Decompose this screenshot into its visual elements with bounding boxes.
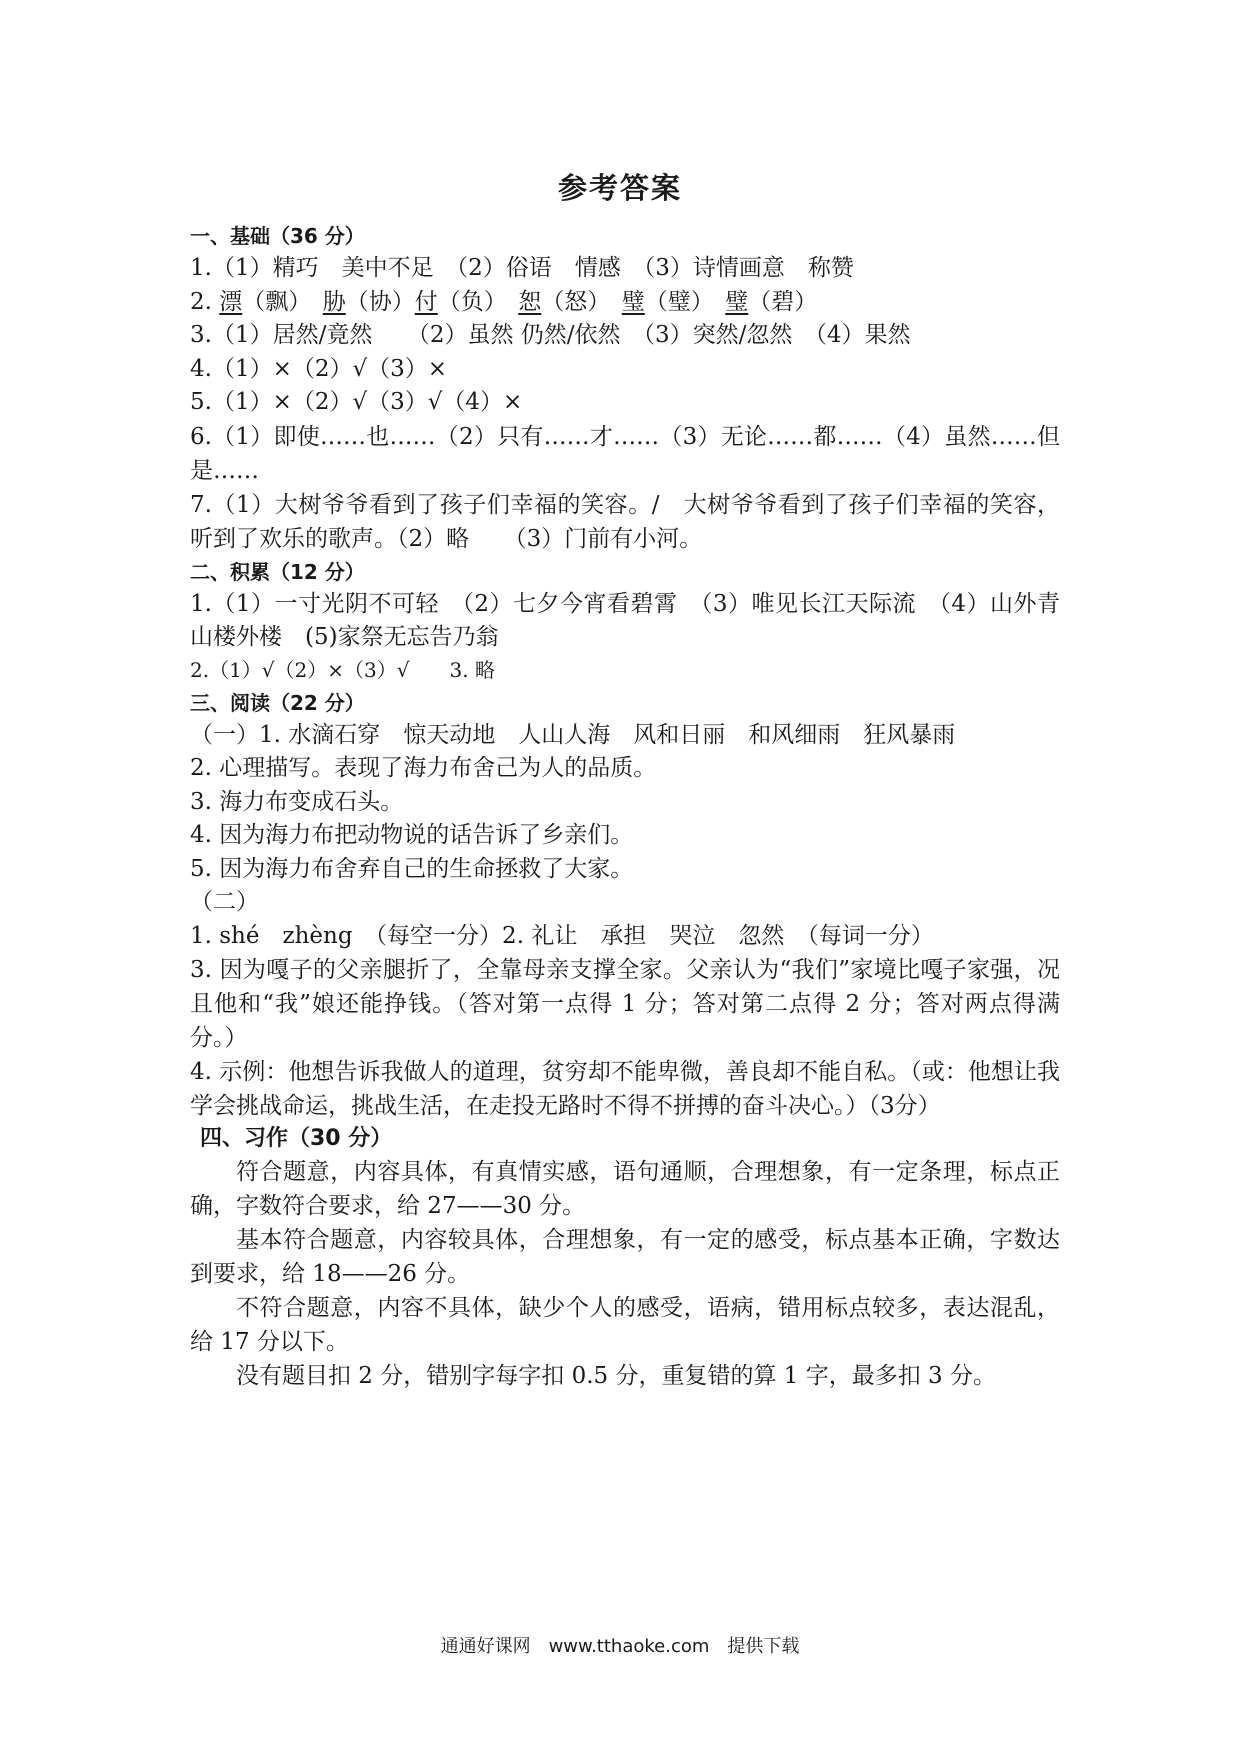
s1-item-4: 4.（1）×（2）√（3）× bbox=[190, 355, 448, 382]
section-4-heading: 四、习作（30 分） bbox=[200, 1126, 393, 1151]
section-3-heading: 三、阅读（22 分） bbox=[190, 690, 365, 715]
s3-part1-item-1: （一）1. 水滴石穿 惊天动地 人山人海 风和日丽 和风细雨 狂风暴雨 bbox=[190, 721, 956, 748]
s4-criterion-3: 不符合题意，内容不具体，缺少个人的感受，语病，错用标点较多，表达混乱，给 17 分以下。 bbox=[190, 1295, 1060, 1355]
section-1-heading: 一、基础（36 分） bbox=[190, 224, 365, 248]
correct-char-1: （飘） bbox=[242, 288, 323, 315]
wrong-char-6: 璧 bbox=[725, 288, 749, 315]
s4-criterion-2: 基本符合题意，内容较具体，合理想象，有一定的感受，标点基本正确，字数达到要求，给 18——26 分。 bbox=[190, 1227, 1060, 1287]
s1-item-5: 5.（1）×（2）√（3）√（4）× bbox=[190, 389, 523, 415]
section-2-heading: 二、积累（12 分） bbox=[190, 559, 365, 584]
s1-item-1: 1.（1）精巧 美中不足 （2）俗语 情感 （3）诗情画意 称赞 bbox=[190, 255, 854, 281]
correct-char-6: （碧） bbox=[748, 288, 818, 315]
s3-part1-item-3: 3. 海力布变成石头。 bbox=[190, 788, 404, 815]
correct-char-3: （负） bbox=[437, 288, 519, 315]
page-title: 参考答案 bbox=[557, 171, 682, 205]
s4-criterion-1: 符合题意，内容具体，有真情实感，语句通顺，合理想象，有一定条理，标点正确，字数符合要求，给 27——30 分。 bbox=[190, 1159, 1060, 1219]
s1-item-3: 3.（1）居然/竟然 （2）虽然 仍然/依然 （3）突然/忽然 （4）果然 bbox=[190, 322, 911, 348]
wrong-char-3: 付 bbox=[414, 288, 438, 315]
s2-item-2: 2.（1）√（2）×（3）√ 3. 略 bbox=[190, 657, 495, 682]
s1-item-2 bbox=[190, 286, 1060, 320]
s3-part2-item-4: 4. 示例：他想告诉我做人的道理，贫穷却不能卑微，善良却不能自私。（或：他想让我学会挑战命运，挑战生活，在走投无路时不得不拼搏的奋斗决心。）（3分） bbox=[190, 1059, 1060, 1119]
wrong-char-4: 恕 bbox=[518, 288, 542, 315]
s3-part2-item-1: 1. shé zhèng （每空一分）2. 礼让 承担 哭泣 忽然 （每词一分） bbox=[190, 922, 934, 949]
wrong-char-5: 璧 bbox=[621, 288, 645, 315]
s3-part2-item-3: 3. 因为嘎子的父亲腿折了，全靠母亲支撑全家。父亲认为“我们”家境比嘎子家强，况且他和“我”娘还能挣钱。（答对第一点得 1 分；答对第二点得 2 分；答对两点得满分。） bbox=[190, 957, 1060, 1051]
correct-char-5: （璧） bbox=[644, 288, 726, 315]
s1-item-2-prefix: 2. bbox=[190, 288, 220, 315]
s4-criterion-4: 没有题目扣 2 分，错别字每字扣 0.5 分，重复错的算 1 字，最多扣 3 分。 bbox=[236, 1363, 996, 1389]
s2-item-1: 1.（1）一寸光阴不可轻 （2）七夕今宵看碧霄 （3）唯见长江天际流 （4）山外青山楼外楼 (5)家祭无忘告乃翁 bbox=[190, 590, 1060, 650]
s3-part1-item-4: 4. 因为海力布把动物说的话告诉了乡亲们。 bbox=[190, 822, 634, 848]
s3-part2-label: （二） bbox=[190, 889, 259, 915]
s3-part1-item-5: 5. 因为海力布舍弃自己的生命拯救了大家。 bbox=[190, 855, 634, 882]
footer-source: 通通好课网 www.tthaoke.com 提供下载 bbox=[440, 1636, 800, 1657]
correct-char-4: （怒） bbox=[541, 288, 622, 315]
wrong-char-1: 漂 bbox=[219, 288, 243, 315]
wrong-char-2: 胁 bbox=[322, 288, 346, 315]
s3-part1-item-2: 2. 心理描写。表现了海力布舍己为人的品质。 bbox=[190, 755, 657, 781]
s1-item-6: 6.（1）即使……也……（2）只有……才……（3）无论……都……（4）虽然……但是…… bbox=[190, 423, 1060, 484]
s1-item-7: 7.（1）大树爷爷看到了孩子们幸福的笑容。/ 大树爷爷看到了孩子们幸福的笑容，听到了欢乐的歌声。（2）略 （3）门前有小河。 bbox=[190, 491, 1060, 552]
correct-char-2: （协） bbox=[345, 288, 415, 315]
answer-content bbox=[190, 220, 1060, 1393]
